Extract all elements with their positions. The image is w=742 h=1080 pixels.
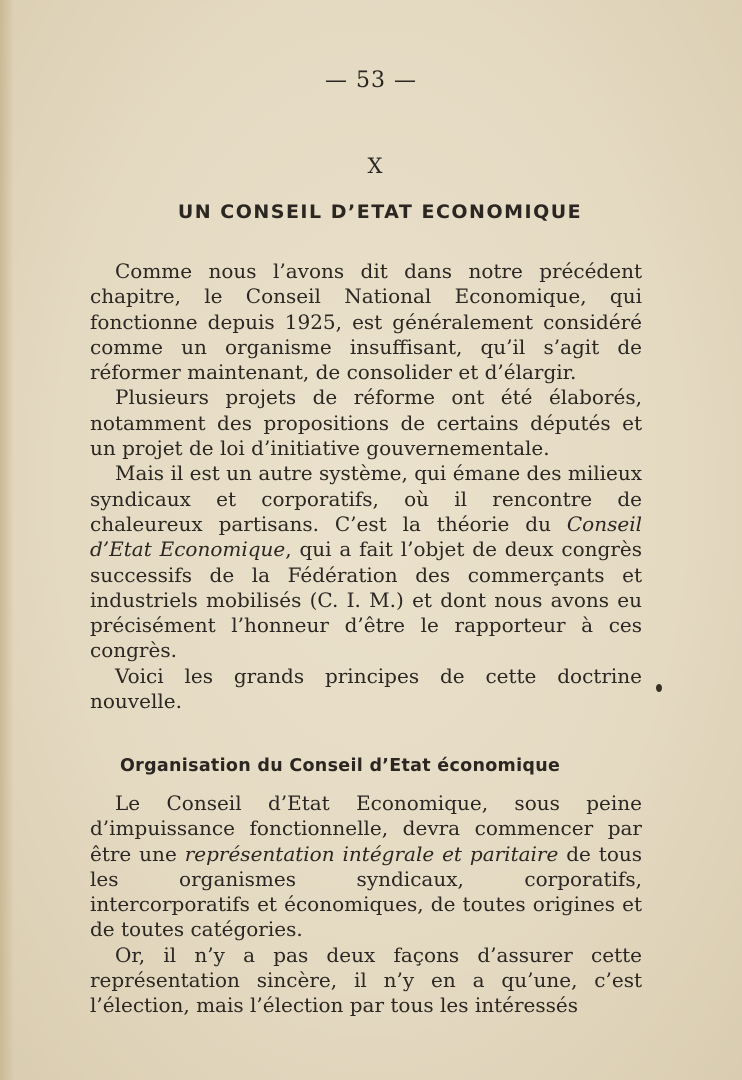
paragraph-text: Comme nous l’avons dit dans notre précédent chapitre, le Conseil National Economique, qui fonctionne depuis 1925, est généralement considéré comme un organisme insuffisant, qu’il s’agit de réformer maintenant, de consolider et d’élargir.	[90, 259, 642, 385]
paragraph	[90, 664, 642, 715]
paragraph-text: Mais il est un autre système, qui émane des milieux syndicaux et corporatifs, où il rencontre de chaleureux partisans. C’est la théorie du	[90, 461, 642, 536]
ink-speck	[656, 684, 662, 692]
chapter-numeral: X	[367, 154, 383, 178]
chapter-title: UN CONSEIL D’ETAT ECONOMIQUE	[177, 201, 583, 223]
paragraph	[90, 259, 642, 385]
italic-term: représentation intégrale	[184, 841, 435, 866]
paragraph	[90, 943, 642, 1019]
paragraph	[90, 461, 642, 663]
chapter-body	[90, 259, 642, 714]
paragraph-text: de tous les organismes syndicaux, corporatifs, intercorporatifs et économiques, de toutes origines et de toutes catégories.	[90, 841, 643, 942]
paragraph-text: Or, il n’y a pas deux façons d’assurer cette représentation sincère, il n’y en a qu’une, c’est l’élection, mais l’élection par tous les intéressés	[90, 942, 642, 1018]
page-number: — 53 —	[325, 68, 417, 93]
section-heading: Organisation du Conseil d’Etat économique	[120, 756, 561, 776]
paragraph	[90, 791, 642, 943]
section-body	[90, 791, 642, 1019]
paragraph-text: , qui a fait l’objet de deux congrès successifs de la Fédération des commerçants et industriels mobilisés (C. I. M.) et dont nous avons eu précisément l’honneur d’être le rapporteur à ces congrès.	[90, 537, 642, 663]
italic-term: paritaire	[469, 841, 559, 866]
paragraph	[90, 385, 642, 461]
paragraph-text: Voici les grands principes de cette doctrine nouvelle.	[90, 663, 642, 714]
italic-term: Conseil d’Etat Economique	[90, 511, 642, 562]
italic-term: et	[434, 841, 470, 866]
paragraph-text: Le Conseil d’Etat Economique, sous peine d’impuissance fonctionnelle, devra commencer par être une	[90, 791, 642, 866]
paragraph-text: Plusieurs projets de réforme ont été élaborés, notamment des propositions de certains députés et un projet de loi d’initiative gouvernementale.	[90, 385, 642, 461]
